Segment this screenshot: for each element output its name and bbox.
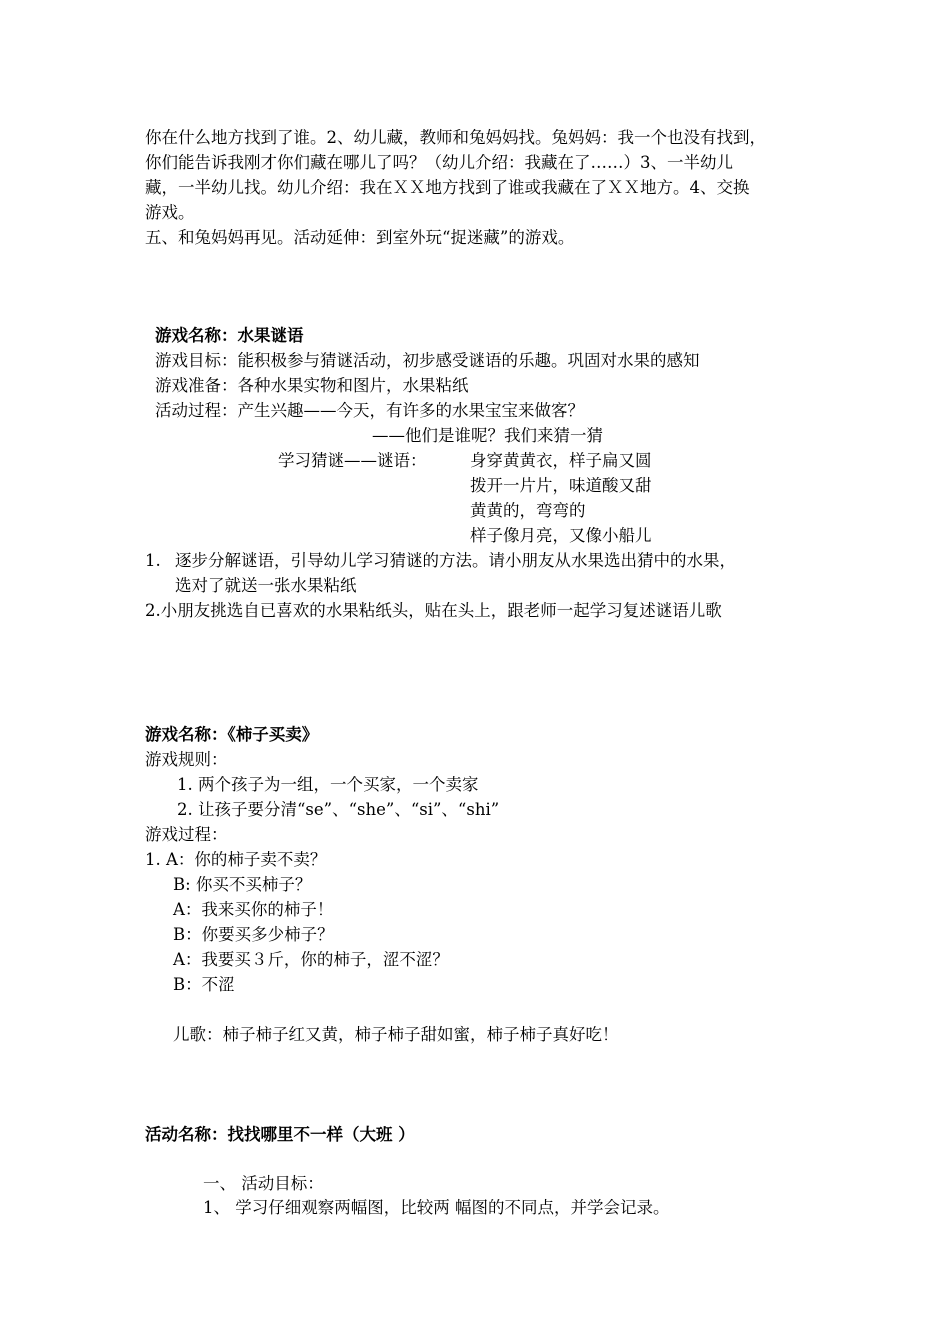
game1-step-1-cont: 选对了就送一张水果粘纸 [175, 576, 357, 595]
intro-line-3: 藏，一半幼儿找。幼儿介绍：我在ＸＸ地方找到了谁或我藏在了ＸＸ地方。4、交换 [145, 178, 750, 197]
dialog-line: A：我来买你的柿子！ [173, 900, 334, 919]
dialog-line: 1. A：你的柿子卖不卖？ [145, 850, 327, 869]
activity-goal-1: 1、 学习仔细观察两幅图，比较两 幅图的不同点，并学会记录。 [203, 1198, 670, 1217]
intro-line-4: 游戏。 [145, 203, 195, 222]
activity-title: 活动名称：找找哪里不一样（大班 ） [145, 1125, 415, 1144]
intro-line-1: 你在什么地方找到了谁。2、幼儿藏，教师和兔妈妈找。兔妈妈：我一个也没有找到， [145, 128, 766, 147]
dialog-line: B: 你买不买柿子？ [173, 875, 312, 894]
dialog-line: B：不涩 [173, 975, 235, 994]
game1-step-2: 2.小朋友挑选自已喜欢的水果粘纸头，贴在头上，跟老师一起学习复述谜语儿歌 [145, 601, 722, 620]
riddle-line: 拨开一片片，味道酸又甜 [470, 476, 652, 495]
dialog-line: A：我要买３斤，你的柿子，涩不涩？ [173, 950, 449, 969]
game1-goal: 游戏目标：能积极参与猜谜活动，初步感受谜语的乐趣。巩固对水果的感知 [155, 351, 700, 370]
game2-rules-label: 游戏规则： [145, 750, 228, 769]
game2-rule: 1. 两个孩子为一组，一个买家，一个卖家 [177, 775, 479, 794]
intro-line-2: 你们能告诉我刚才你们藏在哪儿了吗？（幼儿介绍：我藏在了……）3、一半幼儿 [145, 153, 733, 172]
game1-step-1 [145, 549, 736, 573]
riddle-line: 样子像月亮，又像小船儿 [470, 526, 652, 545]
step-number: 1. [145, 551, 161, 570]
intro-line-5: 五、和兔妈妈再见。活动延伸：到室外玩“捉迷藏”的游戏。 [145, 228, 575, 247]
riddle-line: 黄黄的，弯弯的 [470, 501, 586, 520]
step-text: 逐步分解谜语，引导幼儿学习猜谜的方法。请小朋友从水果选出猜中的水果， [175, 551, 736, 570]
game2-process-label: 游戏过程： [145, 825, 228, 844]
riddle-line: 身穿黄黄衣，样子扁又圆 [470, 451, 652, 470]
game1-process-2: ——他们是谁呢？我们来猜一猜 [372, 426, 603, 445]
game2-title: 游戏名称：《柿子买卖》 [145, 725, 319, 744]
game1-title: 游戏名称：水果谜语 [155, 326, 304, 345]
dialog-line: B：你要买多少柿子？ [173, 925, 334, 944]
game1-prep: 游戏准备：各种水果实物和图片，水果粘纸 [155, 376, 469, 395]
game1-process: 活动过程：产生兴趣——今天，有许多的水果宝宝来做客？ [155, 401, 584, 420]
game2-rule: 2. 让孩子要分清“se”、“she”、“si”、“shi” [177, 800, 500, 819]
game2-song: 儿歌：柿子柿子红又黄，柿子柿子甜如蜜，柿子柿子真好吃！ [173, 1025, 619, 1044]
game1-riddle-label: 学习猜谜——谜语： [278, 451, 427, 470]
activity-goal-heading: 一、 活动目标： [203, 1174, 324, 1193]
